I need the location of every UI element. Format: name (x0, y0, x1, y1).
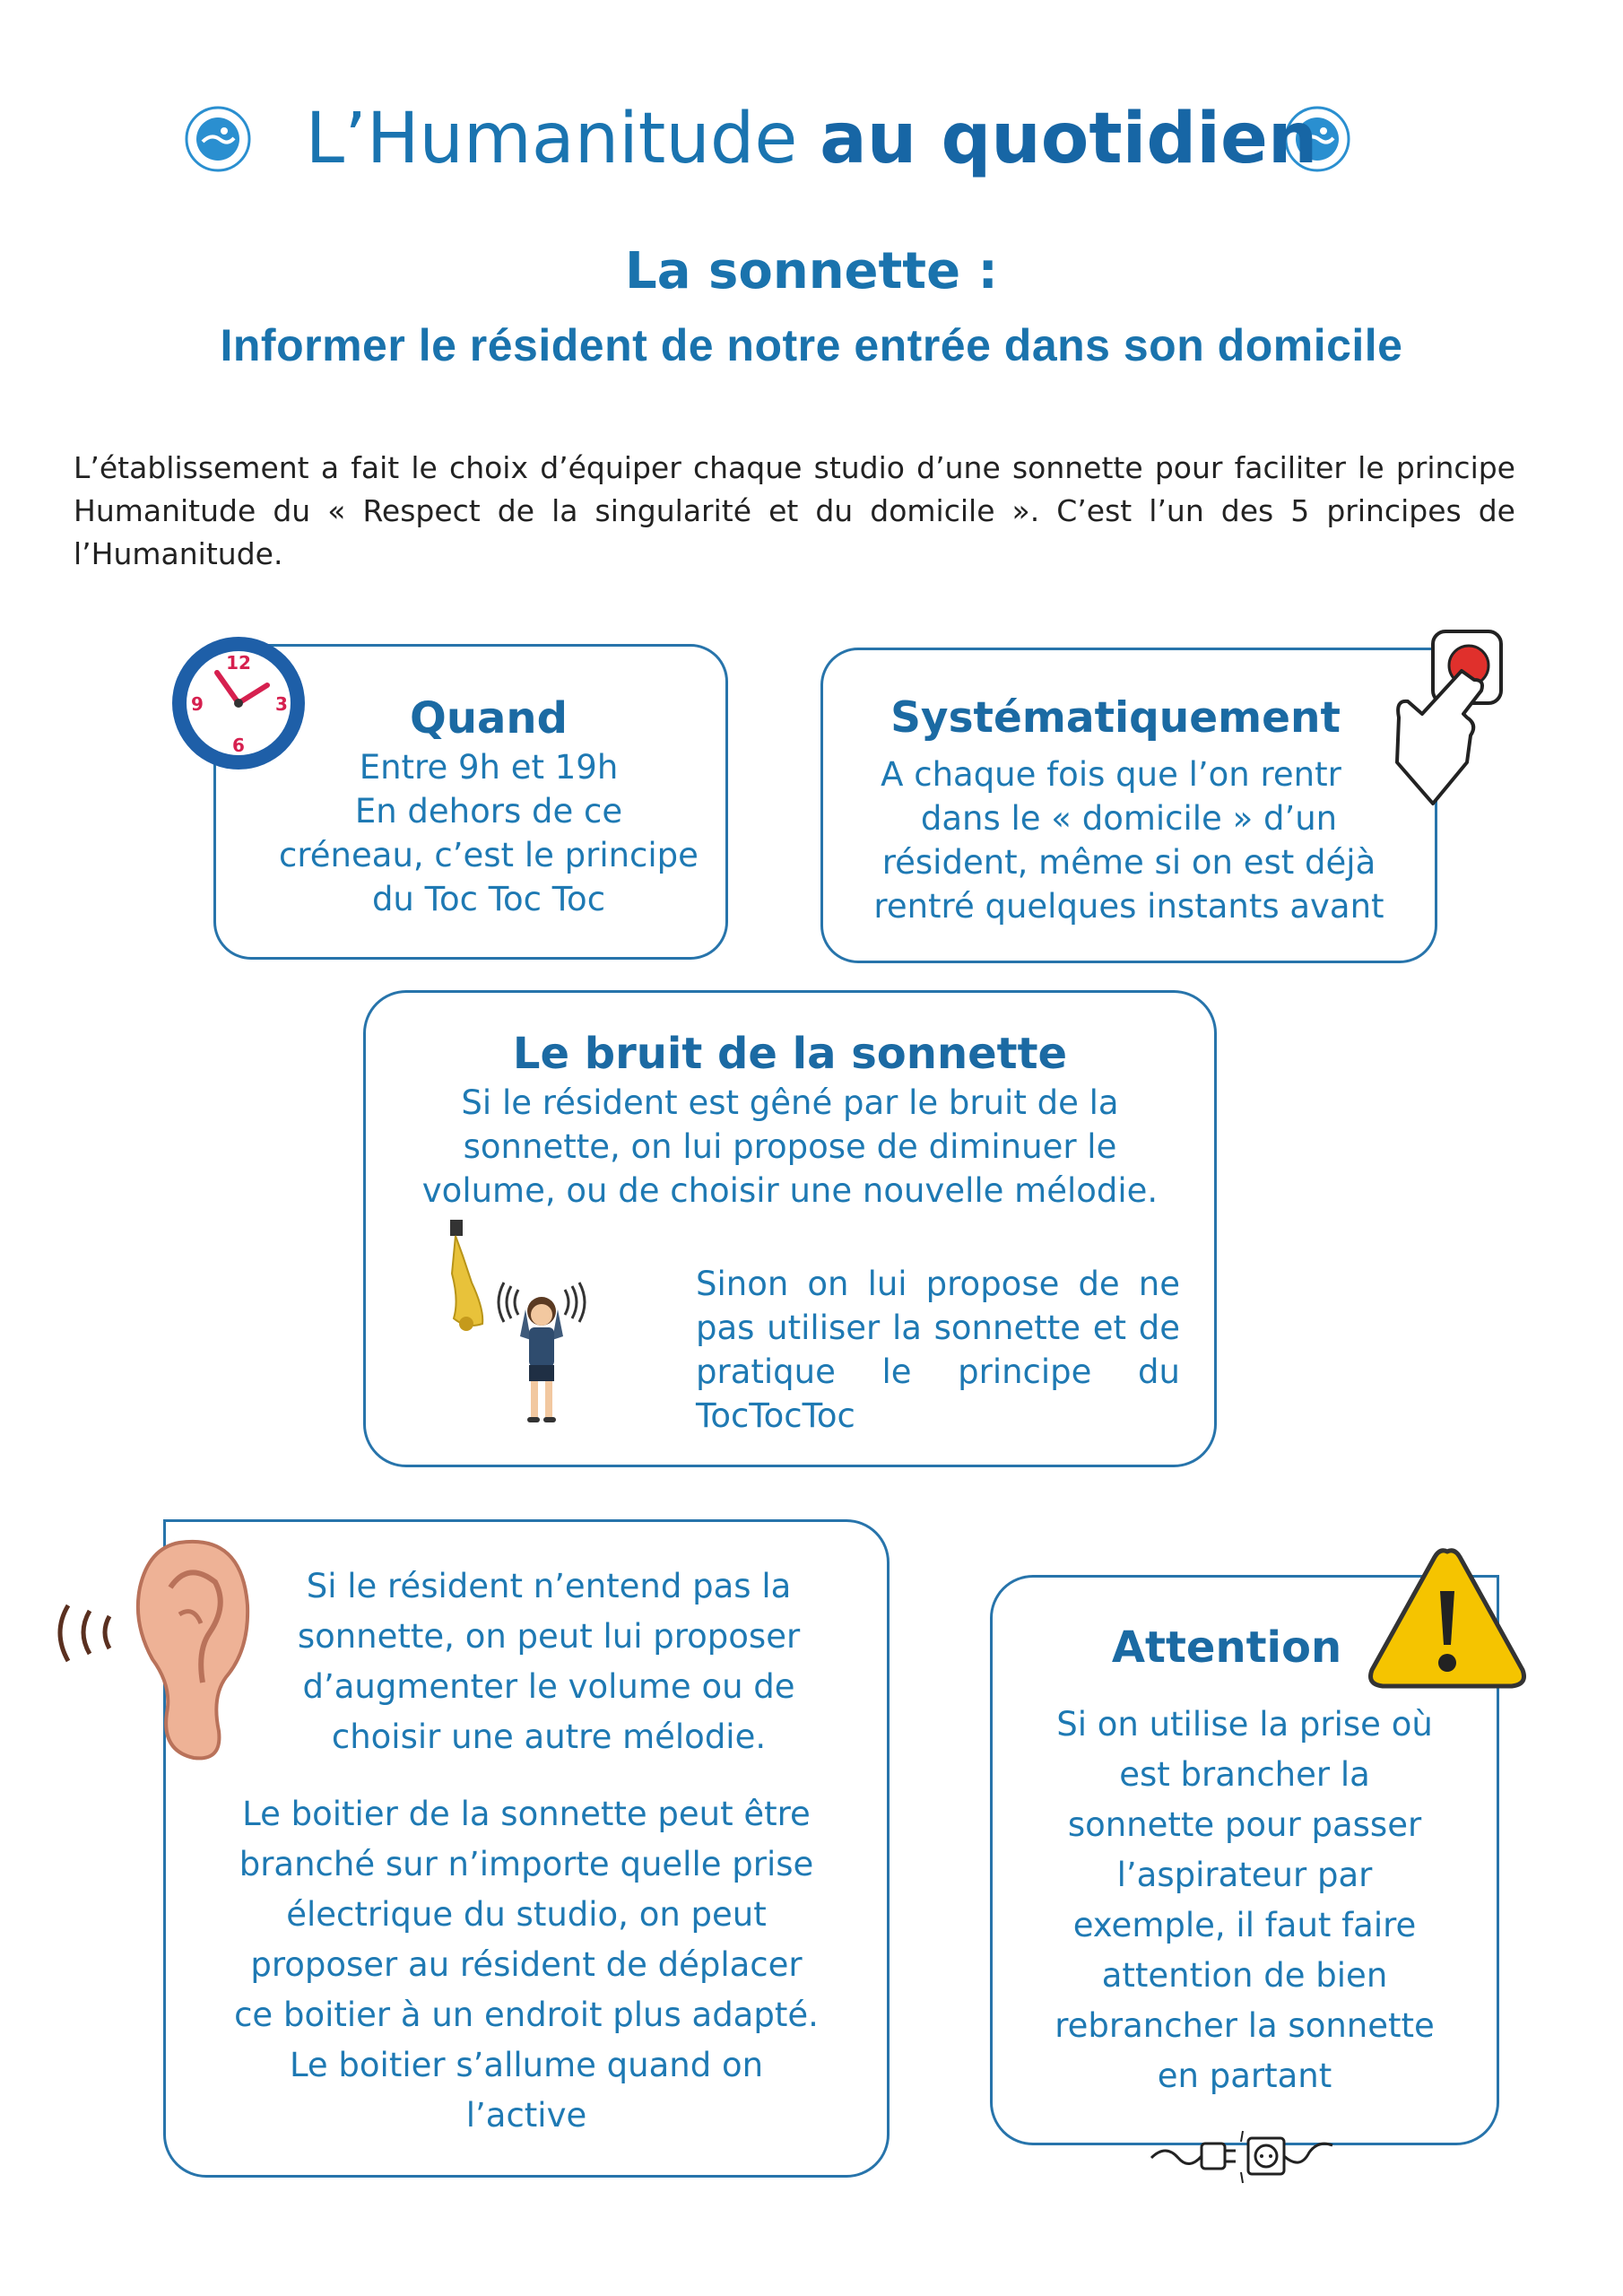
bruit-line: volume, ou de choisir une nouvelle mélodie. (421, 1171, 1159, 1210)
svg-text:9: 9 (191, 693, 204, 715)
subtitle-line2: Informer le résident de notre entrée dans son domicile (220, 320, 1403, 370)
systematiquement-line: rentré quelques instants avant (873, 887, 1384, 926)
entend-line: d’augmenter le volume ou de (302, 1667, 795, 1706)
svg-text:3: 3 (275, 693, 288, 715)
clock-icon (167, 631, 310, 775)
attention-line: est brancher la (1119, 1755, 1370, 1794)
page-title (296, 90, 1327, 188)
entend-line: électrique du studio, on peut (286, 1895, 767, 1934)
bruit-heading: Le bruit de la sonnette (512, 1029, 1068, 1079)
svg-text:12: 12 (226, 652, 251, 674)
ear-icon (36, 1507, 260, 1767)
attention-line: en partant (1157, 2057, 1332, 2095)
quand-heading: Quand (410, 693, 568, 744)
entend-line: proposer au résident de déplacer (250, 1945, 803, 1984)
entend-line: Le boitier de la sonnette peut être (242, 1795, 811, 1833)
bell-child-covering-ears-icon (386, 1220, 637, 1453)
entend-line: ce boitier à un endroit plus adapté. (234, 1996, 819, 2034)
warning-triangle-icon (1365, 1544, 1530, 1693)
entend-line: branché sur n’importe quelle prise (239, 1845, 814, 1883)
title-bold: au quotidien (820, 99, 1318, 179)
subtitle-line1: La sonnette : (625, 242, 998, 300)
quand-line: En dehors de ce (354, 792, 623, 831)
entend-line: l’active (465, 2096, 587, 2135)
attention-line: l’aspirateur par (1116, 1856, 1373, 1894)
quand-line: Entre 9h et 19h (359, 748, 619, 787)
box-entend (163, 1519, 890, 2178)
attention-line: attention de bien (1101, 1956, 1388, 1995)
entend-line: choisir une autre mélodie. (331, 1718, 767, 1756)
attention-line: Si on utilise la prise où (1056, 1705, 1433, 1744)
attention-line: rebrancher la sonnette (1055, 2006, 1435, 2045)
systematiquement-heading: Systématiquement (890, 693, 1341, 743)
humanitude-logo-left-icon (185, 106, 251, 172)
attention-line: sonnette pour passer (1067, 1805, 1422, 1844)
attention-heading: Attention (1111, 1622, 1342, 1673)
entend-line: Le boitier s’allume quand on (289, 2046, 764, 2084)
title-light: L’Humanitude (305, 99, 798, 179)
hand-pressing-button-icon (1381, 628, 1506, 807)
systematiquement-line: dans le « domicile » d’un (920, 799, 1338, 838)
systematiquement-line: A chaque fois que l’on rentr (881, 755, 1341, 794)
box-systematiquement (820, 648, 1437, 963)
systematiquement-line: résident, même si on est déjà (881, 843, 1376, 882)
intro-paragraph: L’établissement a fait le choix d’équiper chaque studio d’une sonnette pour faciliter le principe Humanitude du « Respect de la singularité et du domicile ». C’est l’un des 5 principes de l’Humanitude. (74, 450, 1515, 571)
bruit-line: Si le résident est gêné par le bruit de la (461, 1083, 1119, 1122)
quand-line: créneau, c’est le principe (279, 836, 699, 874)
plug-socket-icon (1148, 2117, 1336, 2188)
bruit-sinon: Sinon on lui propose de ne pas utiliser la sonnette et de pratique le principe du TocTocToc (696, 1265, 1180, 1435)
entend-line: sonnette, on peut lui proposer (297, 1617, 801, 1656)
bruit-line: sonnette, on lui propose de diminuer le (463, 1127, 1117, 1166)
quand-line: du Toc Toc Toc (371, 880, 606, 918)
attention-line: exemple, il faut faire (1072, 1906, 1417, 1944)
svg-text:6: 6 (232, 735, 245, 756)
entend-line: Si le résident n’entend pas la (306, 1567, 792, 1605)
